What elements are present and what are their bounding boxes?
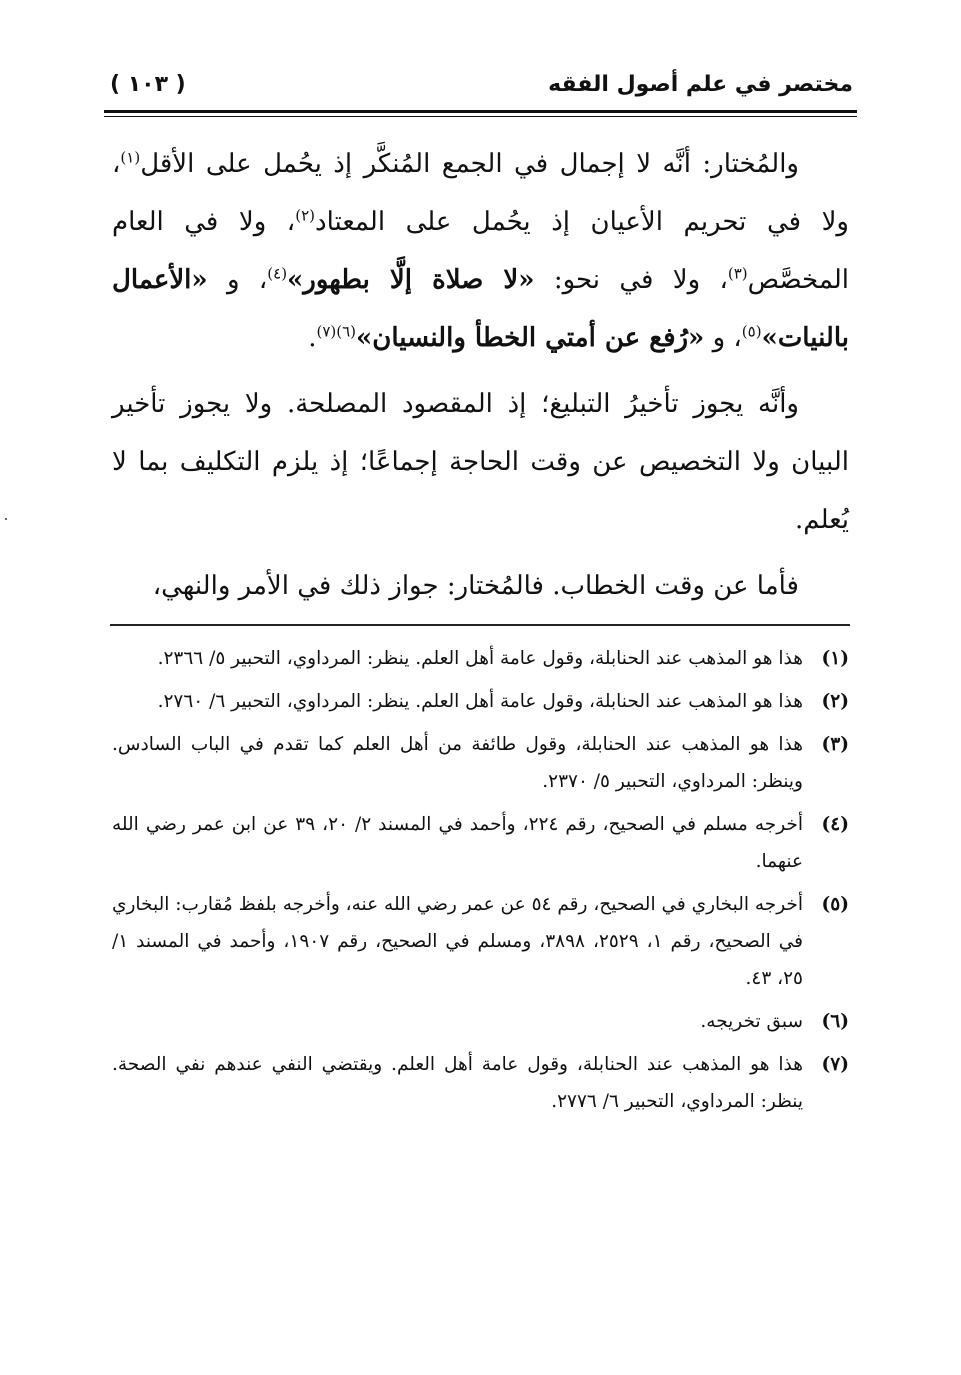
running-title: مختصر في علم أصول الفقه: [548, 71, 853, 97]
main-text: [112, 135, 849, 615]
text-run: ، ولا في نحو:: [534, 265, 728, 295]
footnote-ref-3: (٣): [727, 264, 748, 283]
page-number: ( ١٠٣ ): [110, 71, 186, 97]
footnote-text: أخرجه البخاري في الصحيح، رقم ٥٤ عن عمر رضي الله عنه، وأخرجه بلفظ مُقارب: البخاري في الصحيح، رقم ١، ٢٥٢٩، ٣٨٩٨، ومسلم في الصحيح، رقم ١٩٠٧، وأحمد في المسند ١/ ٢٥، ٤٣.: [112, 894, 804, 989]
footnotes: [112, 640, 849, 1126]
text-run: ، ولا في تحريم الأعيان إذ يحُمل على المعتاد: [112, 149, 849, 237]
footnote-text: سبق تخريجه.: [700, 1011, 803, 1032]
footnote-text: أخرجه مسلم في الصحيح، رقم ٢٢٤، وأحمد في المسند ٢/ ٢٠، ٣٩ عن ابن عمر رضي الله عنهما.: [112, 814, 803, 872]
footnote-item: [112, 1046, 849, 1120]
footnote-item: [112, 683, 849, 720]
footnote-ref-6: (٦): [336, 322, 357, 341]
footnote-ref-4: (٤): [267, 264, 288, 283]
footnote-ref-5: (٥): [741, 322, 762, 341]
footnote-number: (٦): [821, 1011, 849, 1032]
text-run: والمُختار: أنَّه لا إجمال في الجمع المُنكَّر إذ يحُمل على الأقل: [140, 149, 799, 179]
footnote-text: هذا هو المذهب عند الحنابلة، وقول عامة أهل العلم. ينظر: المرداوي، التحبير ٥/ ٢٣٦٦.: [157, 648, 803, 669]
hadith-quote-2: «الأعمال بالنيات»: [112, 265, 849, 353]
footnote-ref-7: (٧): [316, 322, 337, 341]
text-run: ، و: [207, 265, 268, 295]
footnote-number: (٢): [821, 691, 849, 712]
footnote-number: (٤): [821, 814, 849, 835]
page-header: [110, 62, 853, 106]
footnote-text: هذا هو المذهب عند الحنابلة، وقول طائفة من أهل العلم كما تقدم في الباب السادس. وينظر: المرداوي، التحبير ٥/ ٢٣٧٠.: [112, 734, 803, 792]
footnote-item: [112, 886, 849, 997]
text-run: ، ولا في العام المخصَّص: [112, 207, 849, 295]
paragraph-2: وأنَّه يجوز تأخيرُ التبليغ؛ إذ المقصود المصلحة. ولا يجوز تأخير البيان ولا التخصيص عن وقت الحاجة إجماعًا؛ إذ يلزم التكليف بما لا يُعلم.: [112, 389, 849, 535]
header-rule: [104, 110, 857, 113]
text-run: ، و: [704, 323, 742, 353]
paragraph-1: [112, 135, 849, 367]
paragraph-3: فأما عن وقت الخطاب. فالمُختار: جواز ذلك في الأمر والنهي،: [152, 571, 799, 601]
footnote-number: (٥): [821, 894, 849, 915]
footnote-text: هذا هو المذهب عند الحنابلة، وقول عامة أهل العلم. ينظر: المرداوي، التحبير ٦/ ٢٧٦٠.: [157, 691, 803, 712]
footnote-ref-2: (٢): [295, 206, 315, 225]
footnote-item: [112, 806, 849, 880]
footnote-item: [112, 726, 849, 800]
footnote-item: [112, 1003, 849, 1040]
scan-speck: [5, 518, 7, 520]
hadith-quote-1: «لا صلاة إلَّا بطهور»: [287, 265, 535, 295]
footnote-text: هذا هو المذهب عند الحنابلة، وقول عامة أهل العلم. ويقتضي النفي عندهم نفي الصحة. ينظر: المرداوي، التحبير ٦/ ٢٧٧٦.: [112, 1054, 803, 1112]
footnote-number: (١): [821, 648, 849, 669]
text-run: .: [308, 323, 317, 353]
footnote-ref-1: (١): [120, 148, 141, 167]
footnote-separator: [110, 624, 850, 626]
footnote-number: (٣): [821, 734, 849, 755]
footnote-item: [112, 640, 849, 677]
footnote-number: (٧): [821, 1054, 849, 1075]
hadith-quote-3: «رُفع عن أمتي الخطأ والنسيان»: [356, 323, 705, 353]
header-rule-thin: [104, 116, 857, 117]
